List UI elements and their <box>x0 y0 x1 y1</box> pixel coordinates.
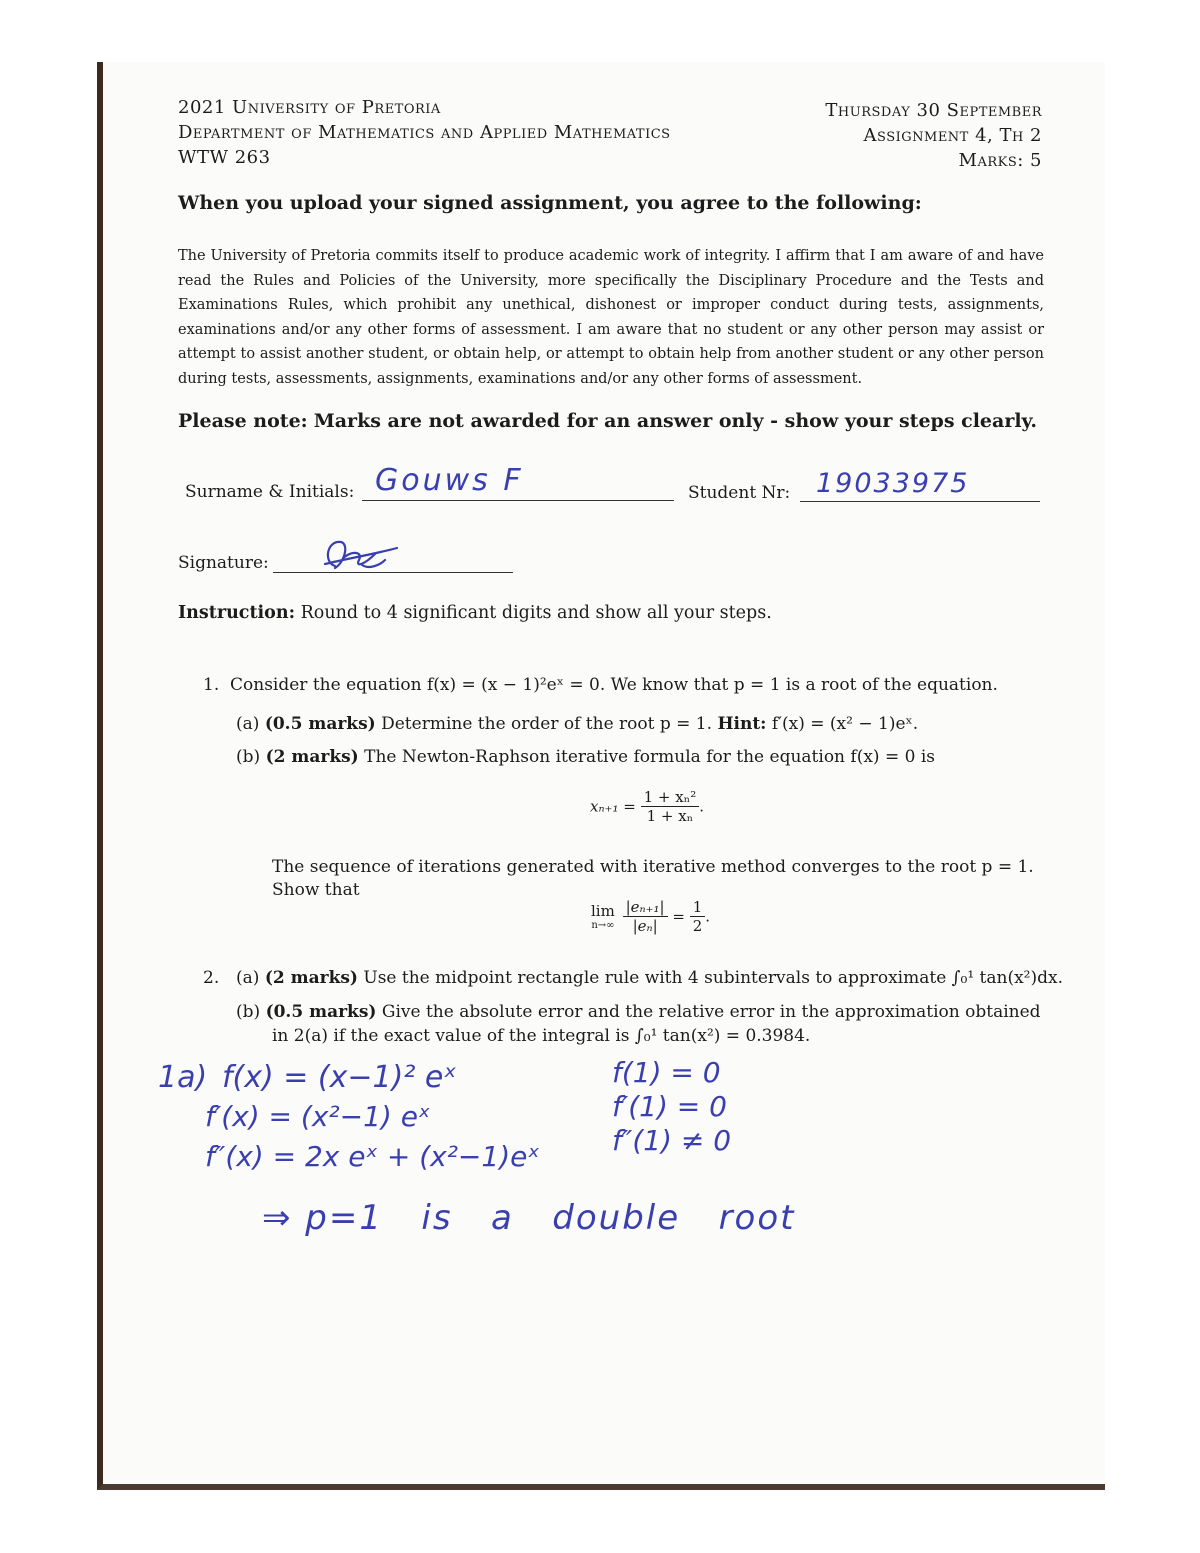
surname-value: Gouws F <box>375 463 524 498</box>
signature-label: Signature: <box>178 553 269 573</box>
limit-denominator: |eₙ| <box>632 917 658 935</box>
q1a-marks: (0.5 marks) <box>264 714 376 734</box>
note-text: Marks are not awarded for an answer only - show your steps clearly. <box>313 410 1038 432</box>
q2b-text: Give the absolute error and the relative error in the approximation obtained <box>381 1002 1041 1022</box>
newton-raphson-formula <box>590 788 704 825</box>
limit-expression <box>588 898 710 935</box>
formula-lhs: xₙ₊₁ = <box>590 797 636 816</box>
please-note <box>178 410 1037 432</box>
limit-result-num: 1 <box>690 898 706 917</box>
q1-text: Consider the equation f(x) = (x − 1)²eˣ = 0. We know that p = 1 is a root of the equation. <box>230 675 998 695</box>
signature-drawing <box>305 528 405 578</box>
agreement-heading: When you upload your signed assignment, you agree to the following: <box>178 192 922 214</box>
q1b-marks: (2 marks) <box>265 747 359 767</box>
q2a-marks: (2 marks) <box>264 968 358 988</box>
header-university: 2021 University of Pretoria <box>178 97 441 118</box>
q2b-marks: (0.5 marks) <box>265 1002 377 1022</box>
instruction-text: Round to 4 significant digits and show all your steps. <box>300 603 772 623</box>
instruction-label: Instruction: <box>178 603 296 623</box>
answer-line-1: f(x) = (x−1)² eˣ <box>222 1060 457 1095</box>
q2-number: 2. <box>203 968 220 988</box>
answer-right-1: f(1) = 0 <box>612 1056 721 1089</box>
student-nr-label: Student Nr: <box>688 483 791 503</box>
q1-number: 1. <box>203 675 220 695</box>
formula-denominator: 1 + xₙ <box>646 807 694 825</box>
q1b-text3: Show that <box>272 880 360 900</box>
q1b <box>236 747 935 767</box>
formula-end: . <box>699 797 704 816</box>
q1a <box>236 714 918 734</box>
limit-sub: n→∞ <box>591 920 615 931</box>
q1b-label: (b) <box>236 747 261 767</box>
surname-label: Surname & Initials: <box>185 482 355 502</box>
q2a <box>236 968 1063 988</box>
q2b <box>236 1002 1041 1022</box>
limit-end: . <box>705 907 711 926</box>
q1a-label: (a) <box>236 714 260 734</box>
answer-conclusion: ⇒ p=1 is a double root <box>262 1198 796 1238</box>
answer-line-2: f′(x) = (x²−1) eˣ <box>205 1100 431 1133</box>
answer-right-2: f′(1) = 0 <box>612 1090 727 1123</box>
limit-numerator: |eₙ₊₁| <box>623 898 668 917</box>
student-nr-value: 19033975 <box>816 468 970 499</box>
formula-numerator: 1 + xₙ² <box>641 788 700 807</box>
student-nr-underline <box>800 501 1040 502</box>
limit-equals: = <box>672 907 685 926</box>
answer-line-3: f″(x) = 2x eˣ + (x²−1)eˣ <box>205 1140 540 1173</box>
header-marks: Marks: 5 <box>958 150 1042 171</box>
q1a-hint: f′(x) = (x² − 1)eˣ. <box>771 714 919 734</box>
limit-result-den: 2 <box>692 917 703 935</box>
limit-lim: lim <box>591 902 615 920</box>
q2a-text: Use the midpoint rectangle rule with 4 subintervals to approximate ∫₀¹ tan(x²)dx. <box>363 968 1064 988</box>
answer-label: 1a) <box>158 1060 208 1095</box>
q2b-label: (b) <box>236 1002 261 1022</box>
q1b-text: The Newton-Raphson iterative formula for the equation f(x) = 0 is <box>364 747 935 767</box>
header-department: Department of Mathematics and Applied Mathematics <box>178 122 671 143</box>
header-date: Thursday 30 September <box>825 100 1042 121</box>
q1b-text2: The sequence of iterations generated with iterative method converges to the root p = 1. <box>272 857 1034 877</box>
header-course: WTW 263 <box>178 147 271 168</box>
header-assignment: Assignment 4, Th 2 <box>863 125 1042 146</box>
q1a-hint-label: Hint: <box>717 714 767 734</box>
surname-underline <box>362 500 674 501</box>
q2a-label: (a) <box>236 968 260 988</box>
agreement-text: The University of Pretoria commits itself to produce academic work of integrity. I affirm that I am aware of and have read the Rules and Policies of the University, more specifically the Disciplinary Procedure and the Tests and Examinations Rules, which prohibit any unethical, dishonest or improper conduct during tests, assignments, examinations and/or any other forms of assessment. I am aware that no student or any other person may assist or attempt to assist another student, or obtain help, or attempt to obtain help from another student or any other person during tests, assessments, assignments, examinations and/or any other forms of assessment. <box>178 248 1044 387</box>
q1a-text: Determine the order of the root p = 1. <box>381 714 713 734</box>
note-label: Please note: <box>178 410 308 432</box>
answer-right-3: f″(1) ≠ 0 <box>612 1124 732 1157</box>
instruction <box>178 603 772 623</box>
q2b-text2: in 2(a) if the exact value of the integral is ∫₀¹ tan(x²) = 0.3984. <box>272 1026 811 1046</box>
